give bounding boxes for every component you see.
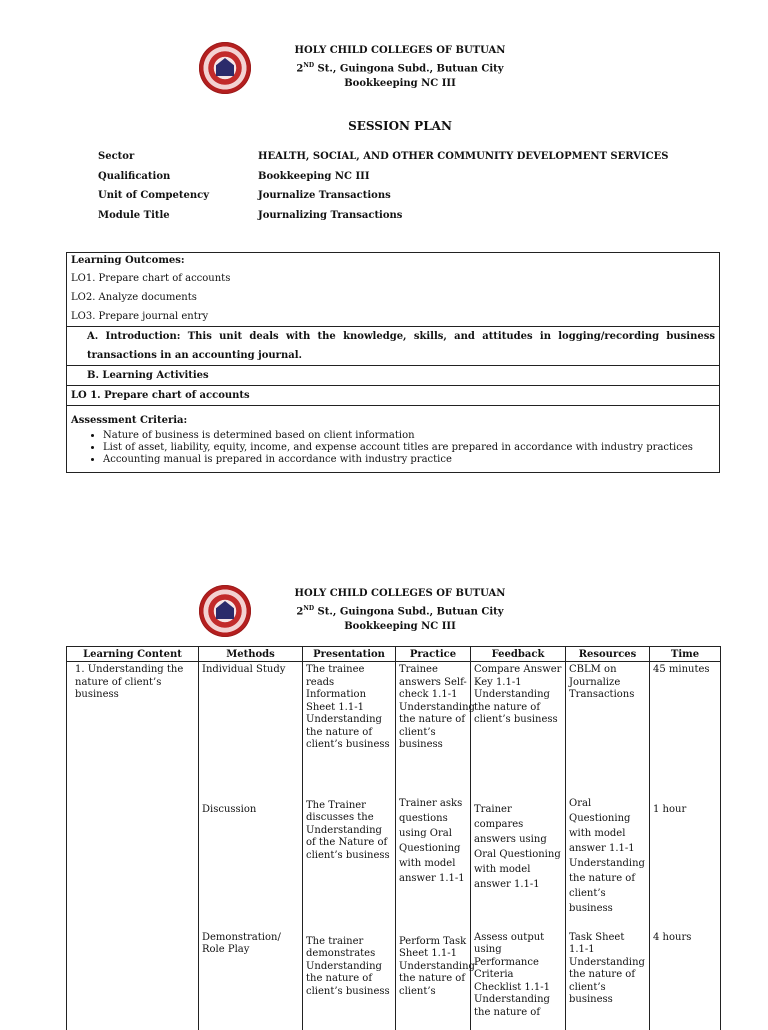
feedback-cell: Assess output using Performance Criteria Checklist 1.1-1 Understanding the nature of — [471, 930, 566, 1030]
col-learning-content: Learning Content — [67, 647, 199, 662]
learning-activities-heading: B. Learning Activities — [67, 366, 719, 386]
practice-cell: Trainer asks questions using Oral Questioning with model answer 1.1-1 — [396, 794, 471, 930]
program-name: Bookkeeping NC III — [344, 78, 456, 90]
introduction-text: A. Introduction: This unit deals with the knowledge, skills, and attitudes in logging/recording business transactions in an accounting journal. — [67, 327, 719, 366]
outcomes-heading: Learning Outcomes: — [71, 255, 185, 266]
school-name: HOLY CHILD COLLEGES OF BUTUAN — [294, 588, 506, 599]
practice-cell: Trainee answers Self-check 1.1-1 Understanding the nature of client’s business — [396, 662, 471, 794]
presentation-cell: The trainee reads Information Sheet 1.1-1 Understanding the nature of client’s business — [303, 662, 396, 794]
table-header-row — [67, 647, 721, 662]
criteria-list — [67, 430, 719, 466]
presentation-cell: The trainer demonstrates Understanding the nature of client’s business — [303, 930, 396, 1030]
time-cell: 45 minutes — [650, 662, 721, 794]
presentation-cell: The Trainer discusses the Understanding of the Nature of client’s business — [303, 794, 396, 930]
outcome-item: LO2. Analyze documents — [71, 292, 197, 303]
col-methods: Methods — [199, 647, 303, 662]
practice-cell: Perform Task Sheet 1.1-1 Understanding the nature of client’s — [396, 930, 471, 1030]
school-name: HOLY CHILD COLLEGES OF BUTUAN — [294, 45, 506, 56]
page-title: SESSION PLAN — [348, 119, 452, 133]
feedback-cell: Compare Answer Key 1.1-1 Understanding the nature of client’s business — [471, 662, 566, 794]
letterhead — [200, 586, 600, 634]
col-time: Time — [650, 647, 721, 662]
session-meta — [98, 151, 668, 229]
col-practice: Practice — [396, 647, 471, 662]
letterhead — [200, 43, 600, 91]
col-feedback: Feedback — [471, 647, 566, 662]
resources-cell: CBLM on Journalize Transactions — [566, 662, 650, 794]
feedback-cell: Trainer compares answers using Oral Questioning with model answer 1.1-1 — [471, 794, 566, 930]
learning-content-cell: 1. Understanding the nature of client’s business — [67, 662, 199, 1030]
school-address: 2ND St., Guingona Subd., Butuan City — [296, 605, 504, 618]
program-name: Bookkeeping NC III — [344, 621, 456, 633]
col-resources: Resources — [566, 647, 650, 662]
resources-cell: Task Sheet 1.1-1 Understanding the nature of client’s business — [566, 930, 650, 1030]
school-address: 2ND St., Guingona Subd., Butuan City — [296, 62, 504, 75]
resources-cell: Oral Questioning with model answer 1.1-1 Understanding the nature of client’s business — [566, 794, 650, 930]
method-cell: Demonstration/ Role Play — [199, 930, 303, 1030]
learning-outcomes-box — [66, 252, 720, 473]
criteria-item: • Accounting manual is prepared in accordance with industry practice — [103, 454, 719, 466]
criteria-heading: Assessment Criteria: — [71, 415, 188, 426]
session-plan-table — [66, 646, 721, 1030]
meta-row-module: Module Title Journalizing Transactions — [98, 209, 403, 221]
method-cell: Individual Study — [199, 662, 303, 794]
method-cell: Discussion — [199, 794, 303, 930]
outcome-item: LO1. Prepare chart of accounts — [71, 273, 231, 284]
lo1-heading: LO 1. Prepare chart of accounts — [67, 386, 719, 406]
criteria-item: • List of asset, liability, equity, income, and expense account titles are prepared in accordance with industry practices — [103, 442, 719, 454]
outcome-item: LO3. Prepare journal entry — [67, 307, 719, 327]
meta-row-qualification: Qualification Bookkeeping NC III — [98, 170, 370, 182]
table-row — [67, 662, 721, 794]
time-cell: 4 hours — [650, 930, 721, 1030]
time-cell: 1 hour — [650, 794, 721, 930]
criteria-item: • Nature of business is determined based on client information — [103, 430, 719, 442]
col-presentation: Presentation — [303, 647, 396, 662]
meta-row-unit: Unit of Competency Journalize Transactions — [98, 190, 391, 201]
meta-row-sector: Sector HEALTH, SOCIAL, AND OTHER COMMUNITY DEVELOPMENT SERVICES — [98, 151, 669, 162]
